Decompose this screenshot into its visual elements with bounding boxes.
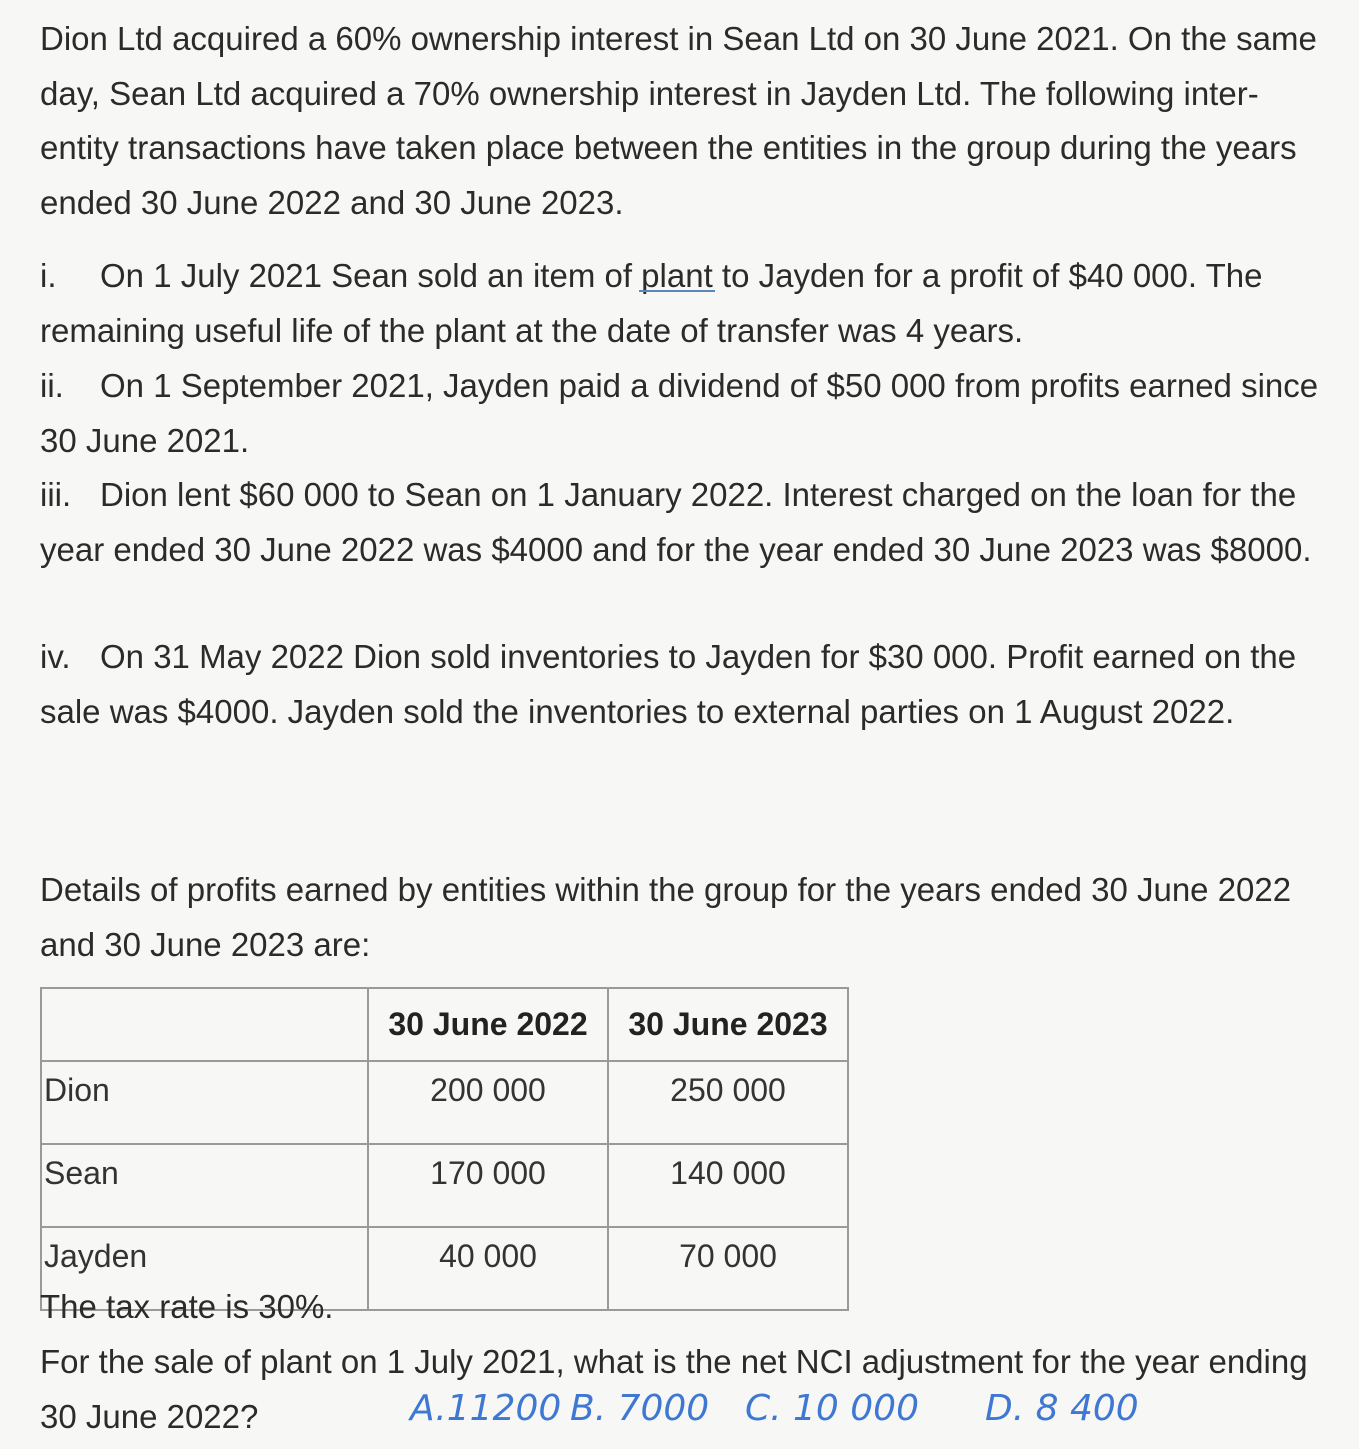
profit-2023: 250 000 <box>608 1061 848 1144</box>
profits-table <box>40 987 849 1311</box>
item-text: On 31 May 2022 Dion sold inventories to Jayden for $30 000. Profit earned on the sale was $4000. Jayden sold the inventories to external parties on 1 August 2022. <box>40 638 1297 730</box>
entity-name: Jayden <box>41 1227 368 1310</box>
transaction-item-1 <box>40 249 1330 358</box>
tax-rate-text: The tax rate is 30%. <box>40 1288 334 1325</box>
table-row <box>41 1144 848 1227</box>
details-paragraph: Details of profits earned by entities within the group for the years ended 30 June 2022 and 30 June 2023 are: <box>40 871 1292 963</box>
answer-option-a: A.11200 <box>410 1388 562 1429</box>
item-text-before: On 1 July 2021 Sean sold an item of <box>100 257 642 294</box>
profit-2023: 70 000 <box>608 1227 848 1310</box>
table-row <box>41 1061 848 1144</box>
header-2023: 30 June 2023 <box>608 988 848 1061</box>
answer-option-b: B. 7000 <box>570 1388 710 1429</box>
item-number: iv. <box>40 638 71 675</box>
item-number: i. <box>40 257 57 294</box>
profit-2022: 40 000 <box>368 1227 608 1310</box>
item-text: On 1 September 2021, Jayden paid a dividend of $50 000 from profits earned since 30 June 2021. <box>40 367 1319 459</box>
profit-2022: 170 000 <box>368 1144 608 1227</box>
transaction-item-2 <box>40 359 1330 468</box>
item-text: Dion lent $60 000 to Sean on 1 January 2022. Interest charged on the loan for the year ended 30 June 2022 was $4000 and for the year ended 30 June 2023 was $8000. <box>40 476 1312 568</box>
transaction-item-3 <box>40 468 1330 577</box>
profit-2023: 140 000 <box>608 1144 848 1227</box>
question-text: For the sale of plant on 1 July 2021, what is the net NCI adjustment for the year ending 30 June 2022? <box>40 1343 1308 1435</box>
item-number: ii. <box>40 367 64 404</box>
item-text-after: to Jayden for a profit of $40 000. The remaining useful life of the plant at the date of transfer was 4 years. <box>40 257 1263 349</box>
profit-2022: 200 000 <box>368 1061 608 1144</box>
entity-name: Sean <box>41 1144 368 1227</box>
intro-paragraph: Dion Ltd acquired a 60% ownership interest in Sean Ltd on 30 June 2021. On the same day, Sean Ltd acquired a 70% ownership interest in Jayden Ltd. The following inter-entity transactions have taken place between the entities in the group during the years ended 30 June 2022 and 30 June 2023. <box>40 20 1317 221</box>
underlined-plant-word: plant <box>641 257 713 294</box>
answer-option-c: C. 10 000 <box>745 1388 919 1429</box>
header-empty <box>41 988 368 1061</box>
header-2022: 30 June 2022 <box>368 988 608 1061</box>
item-number: iii. <box>40 476 72 513</box>
entity-name: Dion <box>41 1061 368 1144</box>
table-header-row <box>41 988 848 1061</box>
transaction-item-4 <box>40 630 1330 739</box>
answer-option-d: D. 8 400 <box>985 1388 1139 1429</box>
